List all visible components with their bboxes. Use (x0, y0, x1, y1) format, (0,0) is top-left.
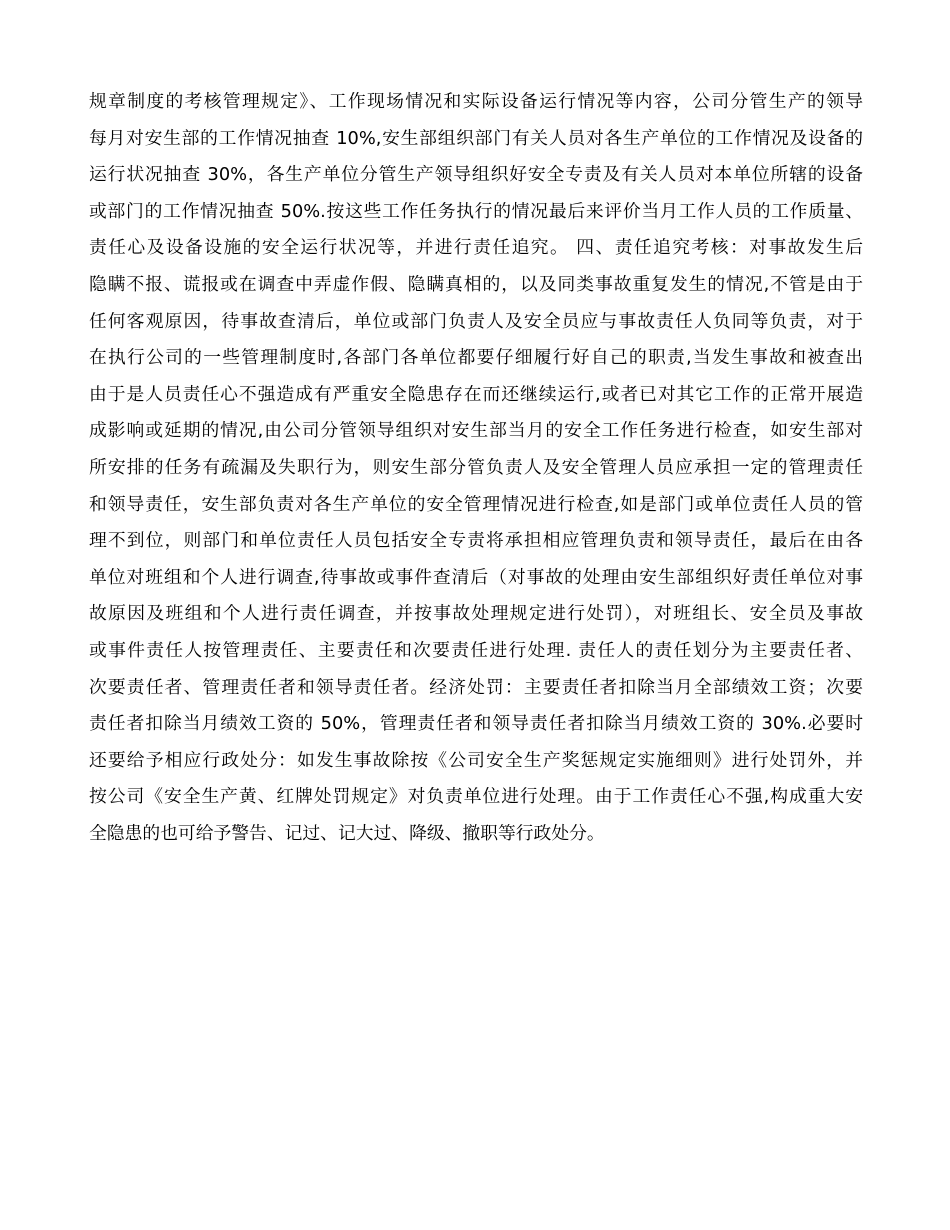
text-line-13: 理不到位，则部门和单位责任人员包括安全专责将承担相应管理负责和领导责任，最后在由各 (89, 530, 863, 552)
text-line-3: 运行状况抽查 30%，各生产单位分管生产领导组织好安全专责及有关人员对本单位所辖的设备 (89, 164, 863, 186)
text-line-10: 成影响或延期的情况,由公司分管领导组织对安生部当月的安全工作任务进行检查，如安生部对 (89, 420, 863, 442)
text-line-5: 责任心及设备设施的安全运行状况等，并进行责任追究。 四、责任追究考核：对事故发生后 (89, 237, 863, 259)
text-line-2: 每月对安生部的工作情况抽查 10%,安生部组织部门有关人员对各生产单位的工作情况及设备的 (89, 127, 863, 149)
text-line-19: 还要给予相应行政处分：如发生事故除按《公司安全生产奖惩规定实施细则》进行处罚外，并 (89, 749, 863, 771)
text-line-20: 按公司《安全生产黄、红牌处罚规定》对负责单位进行处理。由于工作责任心不强,构成重大安 (89, 786, 863, 808)
text-line-15: 故原因及班组和个人进行责任调查，并按事故处理规定进行处罚），对班组长、安全员及事故 (89, 603, 863, 625)
text-line-9: 由于是人员责任心不强造成有严重安全隐患存在而还继续运行,或者已对其它工作的正常开展造 (89, 383, 863, 405)
text-line-14: 单位对班组和个人进行调查,待事故或事件查清后（对事故的处理由安生部组织好责任单位对事 (89, 566, 863, 588)
text-line-12: 和领导责任，安生部负责对各生产单位的安全管理情况进行检查,如是部门或单位责任人员的管 (89, 493, 863, 515)
text-line-18: 责任者扣除当月绩效工资的 50%，管理责任者和领导责任者扣除当月绩效工资的 30%.必要时 (89, 713, 863, 735)
text-line-17: 次要责任者、管理责任者和领导责任者。经济处罚：主要责任者扣除当月全部绩效工资；次要 (89, 676, 863, 698)
text-line-11: 所安排的任务有疏漏及失职行为，则安生部分管负责人及安全管理人员应承担一定的管理责任 (89, 456, 863, 478)
text-line-1: 规章制度的考核管理规定》、工作现场情况和实际设备运行情况等内容，公司分管生产的领导 (89, 91, 863, 112)
text-line-8: 在执行公司的一些管理制度时,各部门各单位都要仔细履行好自己的职责,当发生事故和被查出 (89, 347, 863, 369)
body-text (89, 84, 863, 852)
text-line-6: 隐瞒不报、谎报或在调查中弄虚作假、隐瞒真相的，以及同类事故重复发生的情况,不管是由于 (89, 273, 863, 295)
text-line-7: 任何客观原因，待事故查清后，单位或部门负责人及安全员应与事故责任人负同等负责，对于 (89, 310, 863, 332)
text-line-4: 或部门的工作情况抽查 50%.按这些工作任务执行的情况最后来评价当月工作人员的工作质量、 (89, 200, 863, 222)
text-line-21: 全隐患的也可给予警告、记过、记大过、降级、撤职等行政处分。 (89, 822, 605, 844)
text-line-16: 或事件责任人按管理责任、主要责任和次要责任进行处理. 责任人的责任划分为主要责任者、 (89, 639, 863, 661)
